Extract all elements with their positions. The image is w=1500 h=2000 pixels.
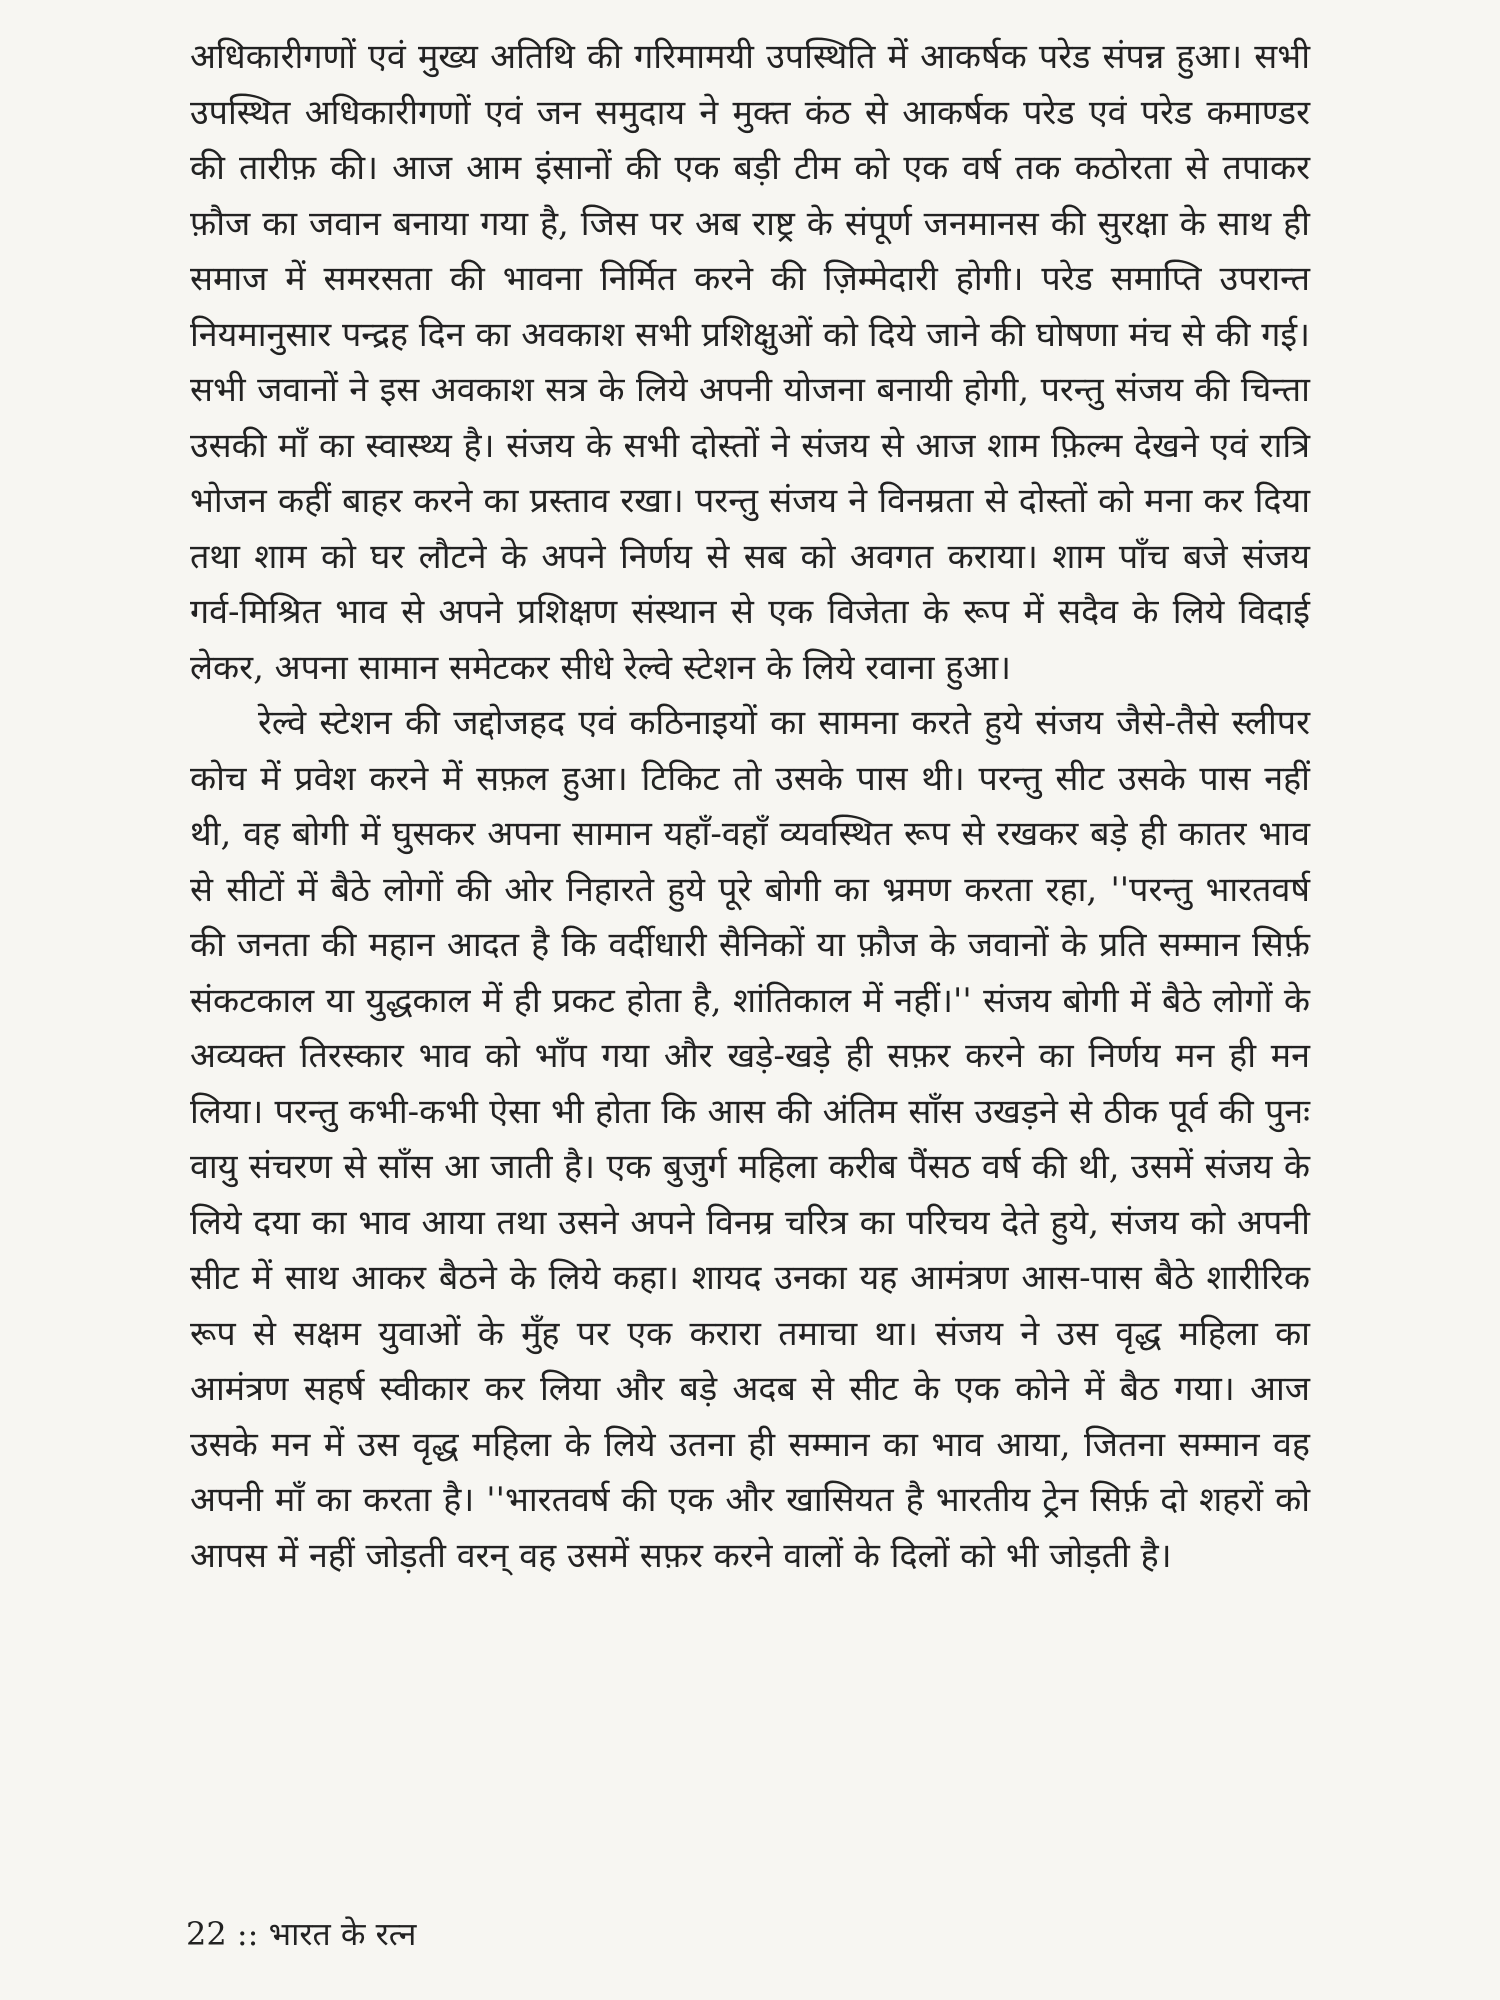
- page-footer: [186, 1914, 416, 1954]
- book-title: भारत के रत्न: [268, 1915, 417, 1953]
- document-body: [190, 30, 1310, 1584]
- page-number: 22: [186, 1915, 227, 1953]
- paragraph-1: अधिकारीगणों एवं मुख्य अतिथि की गरिमामयी उपस्थिति में आकर्षक परेड संपन्न हुआ। सभी उपस्थित अधिकारीगणों एवं जन समुदाय ने मुक्त कंठ से आकर्षक परेड एवं परेड कमाण्डर की तारीफ़ की। आज आम इंसानों की एक बड़ी टीम को एक वर्ष तक कठोरता से तपाकर फ़ौज का जवान बनाया गया है, जिस पर अब राष्ट्र के संपूर्ण जनमानस की सुरक्षा के साथ ही समाज में समरसता की भावना निर्मित करने की ज़िम्मेदारी होगी। परेड समाप्ति उपरान्त नियमानुसार पन्द्रह दिन का अवकाश सभी प्रशिक्षुओं को दिये जाने की घोषणा मंच से की गई। सभी जवानों ने इस अवकाश सत्र के लिये अपनी योजना बनायी होगी, परन्तु संजय की चिन्ता उसकी माँ का स्वास्थ्य है। संजय के सभी दोस्तों ने संजय से आज शाम फ़िल्म देखने एवं रात्रि भोजन कहीं बाहर करने का प्रस्ताव रखा। परन्तु संजय ने विनम्रता से दोस्तों को मना कर दिया तथा शाम को घर लौटने के अपने निर्णय से सब को अवगत कराया। शाम पाँच बजे संजय गर्व-मिश्रित भाव से अपने प्रशिक्षण संस्थान से एक विजेता के रूप में सदैव के लिये विदाई लेकर, अपना सामान समेटकर सीधे रेल्वे स्टेशन के लिये रवाना हुआ।: [190, 37, 1310, 688]
- paragraph-2: रेल्वे स्टेशन की जद्दोजहद एवं कठिनाइयों का सामना करते हुये संजय जैसे-तैसे स्लीपर कोच में प्रवेश करने में सफ़ल हुआ। टिकिट तो उसके पास थी। परन्तु सीट उसके पास नहीं थी, वह बोगी में घुसकर अपना सामान यहाँ-वहाँ व्यवस्थित रूप से रखकर बड़े ही कातर भाव से सीटों में बैठे लोगों की ओर निहारते हुये पूरे बोगी का भ्रमण करता रहा, ''परन्तु भारतवर्ष की जनता की महान आदत है कि वर्दीधारी सैनिकों या फ़ौज के जवानों के प्रति सम्मान सिर्फ़ संकटकाल या युद्धकाल में ही प्रकट होता है, शांतिकाल में नहीं।'' संजय बोगी में बैठे लोगों के अव्यक्त तिरस्कार भाव को भाँप गया और खड़े-खड़े ही सफ़र करने का निर्णय मन ही मन लिया। परन्तु कभी-कभी ऐसा भी होता कि आस की अंतिम साँस उखड़ने से ठीक पूर्व की पुनः वायु संचरण से साँस आ जाती है। एक बुजुर्ग महिला करीब पैंसठ वर्ष की थी, उसमें संजय के लिये दया का भाव आया तथा उसने अपने विनम्र चरित्र का परिचय देते हुये, संजय को अपनी सीट में साथ आकर बैठने के लिये कहा। शायद उनका यह आमंत्रण आस-पास बैठे शारीरिक रूप से सक्षम युवाओं के मुँह पर एक करारा तमाचा था। संजय ने उस वृद्ध महिला का आमंत्रण सहर्ष स्वीकार कर लिया और बड़े अदब से सीट के एक कोने में बैठ गया। आज उसके मन में उस वृद्ध महिला के लिये उतना ही सम्मान का भाव आया, जितना सम्मान वह अपनी माँ का करता है। ''भारतवर्ष की एक और खासियत है भारतीय ट्रेन सिर्फ़ दो शहरों को आपस में नहीं जोड़ती वरन् वह उसमें सफ़र करने वालों के दिलों को भी जोड़ती है।: [190, 703, 1310, 1576]
- footer-separator: ::: [236, 1915, 259, 1953]
